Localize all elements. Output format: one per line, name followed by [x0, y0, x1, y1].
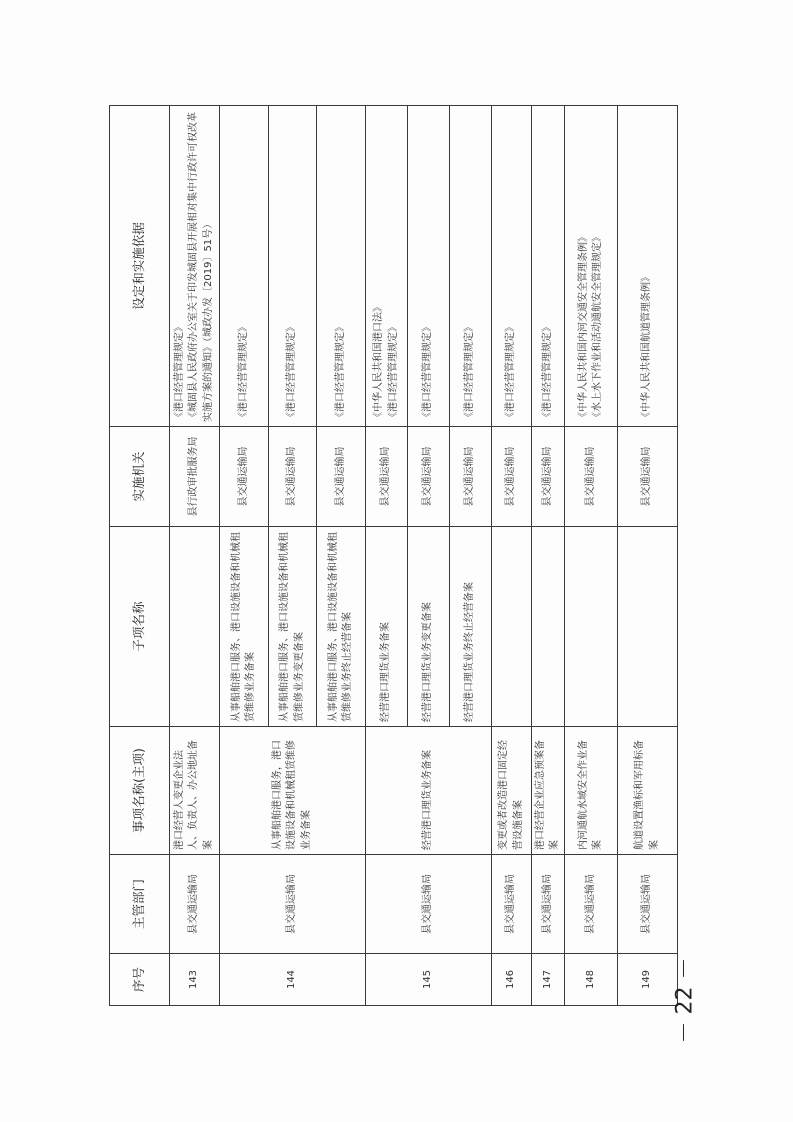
basis-cell: 《港口经营管理规定》 — [269, 106, 317, 427]
row-number: 149 — [618, 954, 678, 1006]
sub-item-cell: 经营港口理货业务备案 — [366, 527, 408, 727]
header-cell: 事项名称(主项) — [110, 727, 170, 855]
basis-cell: 《港口经营管理规定》 — [450, 106, 492, 427]
dept-cell: 县交通运输局 — [565, 855, 618, 954]
basis-cell — [366, 106, 408, 427]
header-cell: 主管部门 — [110, 855, 170, 954]
basis-line: 《港口经营管理规定》 — [173, 322, 185, 422]
page-number: － 22 － — [672, 957, 698, 1043]
rotated-table-wrapper — [109, 106, 667, 1006]
table-header-row — [110, 106, 170, 1006]
basis-cell: 《港口经营管理规定》 — [408, 106, 450, 427]
item-cell: 内河通航水域安全作业备案 — [565, 727, 618, 855]
org-cell: 县交通运输局 — [532, 427, 565, 527]
matters-table — [109, 105, 678, 1006]
row-number: 143 — [170, 954, 220, 1006]
table-row — [565, 106, 618, 1006]
org-cell: 县交通运输局 — [317, 427, 366, 527]
org-cell: 县交通运输局 — [618, 427, 678, 527]
table-row — [492, 106, 532, 1006]
page-footer — [668, 957, 698, 1043]
basis-cell: 《港口经营管理规定》 — [317, 106, 366, 427]
basis-line: 《城固县人民政府办公室关于印发城固县开展相对集中行政许可权改革实施方案的通知》（城政办发〔2019〕51号） — [188, 112, 214, 422]
sub-item-cell — [618, 527, 678, 727]
org-cell: 县交通运输局 — [408, 427, 450, 527]
header-cell: 子项名称 — [110, 527, 170, 727]
sub-item-cell: 从事船舶港口服务、港口设施设备和机械租赁维修业务终止经营备案 — [317, 527, 366, 727]
org-cell: 县交通运输局 — [565, 427, 618, 527]
row-number: 146 — [492, 954, 532, 1006]
item-cell: 变更或者改造港口固定经营设施备案 — [492, 727, 532, 855]
sub-item-cell: 从事船舶港口服务、港口设施设备和机械租赁维修业务变更备案 — [269, 527, 317, 727]
row-number: 144 — [220, 954, 366, 1006]
basis-line: 《港口经营管理规定》 — [387, 322, 399, 422]
sub-item-cell — [170, 527, 220, 727]
dept-cell: 县交通运输局 — [170, 855, 220, 954]
dept-cell: 县交通运输局 — [492, 855, 532, 954]
item-cell: 从事船舶港口服务，港口设施设备和机械租赁维修业务备案 — [220, 727, 366, 855]
sub-item-cell: 从事船舶港口服务、港口设施设备和机械租赁维修业务备案 — [220, 527, 269, 727]
dept-cell: 县交通运输局 — [366, 855, 492, 954]
org-cell: 县交通运输局 — [492, 427, 532, 527]
table-row — [366, 106, 408, 1006]
basis-line: 《中华人民共和国内河交通安全管理条例》 — [577, 232, 589, 422]
basis-line: 《中华人民共和国港口法》 — [373, 302, 384, 422]
basis-cell: 《港口经营管理规定》 — [532, 106, 565, 427]
row-number: 147 — [532, 954, 565, 1006]
sub-item-cell — [565, 527, 618, 727]
org-cell: 县交通运输局 — [450, 427, 492, 527]
row-number: 148 — [565, 954, 618, 1006]
basis-cell — [170, 106, 220, 427]
org-cell: 县交通运输局 — [220, 427, 269, 527]
org-cell: 县交通运输局 — [269, 427, 317, 527]
item-cell: 经营港口理货业务备案 — [366, 727, 492, 855]
table-row — [220, 106, 269, 1006]
header-cell: 序号 — [110, 954, 170, 1006]
item-cell: 港口经营企业应急预案备案 — [532, 727, 565, 855]
basis-cell: 《中华人民共和国航道管理条例》 — [618, 106, 678, 427]
basis-cell: 《港口经营管理规定》 — [492, 106, 532, 427]
header-cell: 设定和实施依据 — [110, 106, 170, 427]
dept-cell: 县交通运输局 — [618, 855, 678, 954]
table-row — [532, 106, 565, 1006]
item-cell: 港口经营人变更企业法人、负责人、办公地址备案 — [170, 727, 220, 855]
sub-item-cell: 经营港口理货业务变更备案 — [408, 527, 450, 727]
table-row — [170, 106, 220, 1006]
row-number: 145 — [366, 954, 492, 1006]
dept-cell: 县交通运输局 — [532, 855, 565, 954]
org-cell: 县交通运输局 — [366, 427, 408, 527]
basis-line: 《水上水下作业和活动通航安全管理规定》 — [592, 232, 603, 422]
basis-cell: 《港口经营管理规定》 — [220, 106, 269, 427]
sub-item-cell — [492, 527, 532, 727]
dept-cell: 县交通运输局 — [220, 855, 366, 954]
org-cell: 县行政审批服务局 — [170, 427, 220, 527]
header-cell: 实施机关 — [110, 427, 170, 527]
sub-item-cell: 经营港口理货业务终止经营备案 — [450, 527, 492, 727]
item-cell: 航道设置渔标和军用标备案 — [618, 727, 678, 855]
sub-item-cell — [532, 527, 565, 727]
table-row — [618, 106, 678, 1006]
basis-cell — [565, 106, 618, 427]
